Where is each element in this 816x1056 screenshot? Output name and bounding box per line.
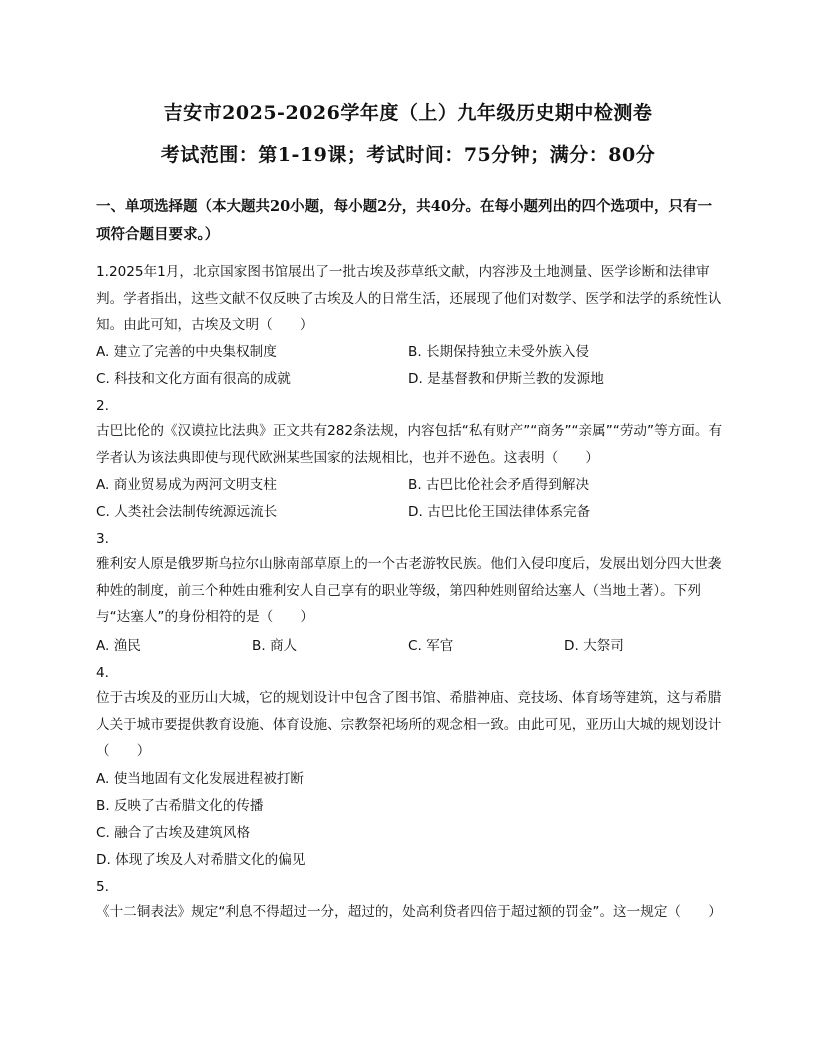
exam-subtitle: 考试范围：第1-19课；考试时间：75分钟；满分：80分 [160, 144, 656, 166]
question-5-number: 5. [96, 879, 109, 895]
question-3-number: 3. [96, 531, 109, 547]
question-5-stem: 《十二铜表法》规定“利息不得超过一分，超过的，处高利贷者四倍于超过额的罚金”。这一规定（ ） [96, 904, 722, 920]
question-4-number: 4. [96, 665, 109, 681]
question-2-option-a[interactable]: A. 商业贸易成为两河文明支柱 [96, 477, 277, 493]
question-4-option-d[interactable]: D. 体现了埃及人对希腊文化的偏见 [96, 852, 306, 868]
question-2-option-c[interactable]: C. 人类社会法制传统源远流长 [96, 504, 278, 520]
question-1-option-b[interactable]: B. 长期保持独立未受外族入侵 [408, 344, 590, 360]
section-heading: 一、单项选择题（本大题共20小题，每小题2分，共40分。在每小题列出的四个选项中，只有一项符合题目要求。） [96, 198, 712, 243]
question-2-option-b[interactable]: B. 古巴比伦社会矛盾得到解决 [408, 477, 590, 493]
question-3-option-d[interactable]: D. 大祭司 [564, 638, 624, 654]
question-1-option-c[interactable]: C. 科技和文化方面有很高的成就 [96, 371, 291, 387]
question-4-option-b[interactable]: B. 反映了古希腊文化的传播 [96, 798, 264, 814]
question-4-stem: 位于古埃及的亚历山大城，它的规划设计中包含了图书馆、希腊神庙、竞技场、体育场等建筑，这与希腊人关于城市要提供教育设施、体育设施、宗教祭祀场所的观念相一致。由此可见，亚历山大城的规划设计（ ） [96, 690, 722, 759]
question-3-option-b[interactable]: B. 商人 [252, 638, 298, 654]
question-1-option-a[interactable]: A. 建立了完善的中央集权制度 [96, 344, 277, 360]
question-4-option-a[interactable]: A. 使当地固有文化发展进程被打断 [96, 771, 305, 787]
question-1-option-d[interactable]: D. 是基督教和伊斯兰教的发源地 [408, 371, 604, 387]
question-1-stem: 1.2025年1月，北京国家图书馆展出了一批古埃及莎草纸文献，内容涉及土地测量、医学诊断和法律审判。学者指出，这些文献不仅反映了古埃及人的日常生活，还展现了他们对数学、医学和法学的系统性认知。由此可知，古埃及文明（ ） [96, 264, 722, 333]
question-2-number: 2. [96, 398, 109, 414]
question-2-stem: 古巴比伦的《汉谟拉比法典》正文共有282条法规，内容包括“私有财产”“商务”“亲属”“劳动”等方面。有学者认为该法典即使与现代欧洲某些国家的法规相比，也并不逊色。这表明（ ） [96, 423, 723, 466]
question-3-option-c[interactable]: C. 军官 [408, 638, 454, 654]
exam-title: 吉安市2025-2026学年度（上）九年级历史期中检测卷 [163, 102, 653, 124]
question-3-option-a[interactable]: A. 渔民 [96, 638, 141, 654]
question-2-option-d[interactable]: D. 古巴比伦王国法律体系完备 [408, 504, 591, 520]
question-3-stem: 雅利安人原是俄罗斯乌拉尔山脉南部草原上的一个古老游牧民族。他们入侵印度后，发展出划分四大世袭种姓的制度，前三个种姓由雅利安人自己享有的职业等级，第四种姓则留给达塞人（当地土著）。下列与“达塞人”的身份相符的是（ ） [96, 556, 722, 625]
question-4-option-c[interactable]: C. 融合了古埃及建筑风格 [96, 825, 251, 841]
